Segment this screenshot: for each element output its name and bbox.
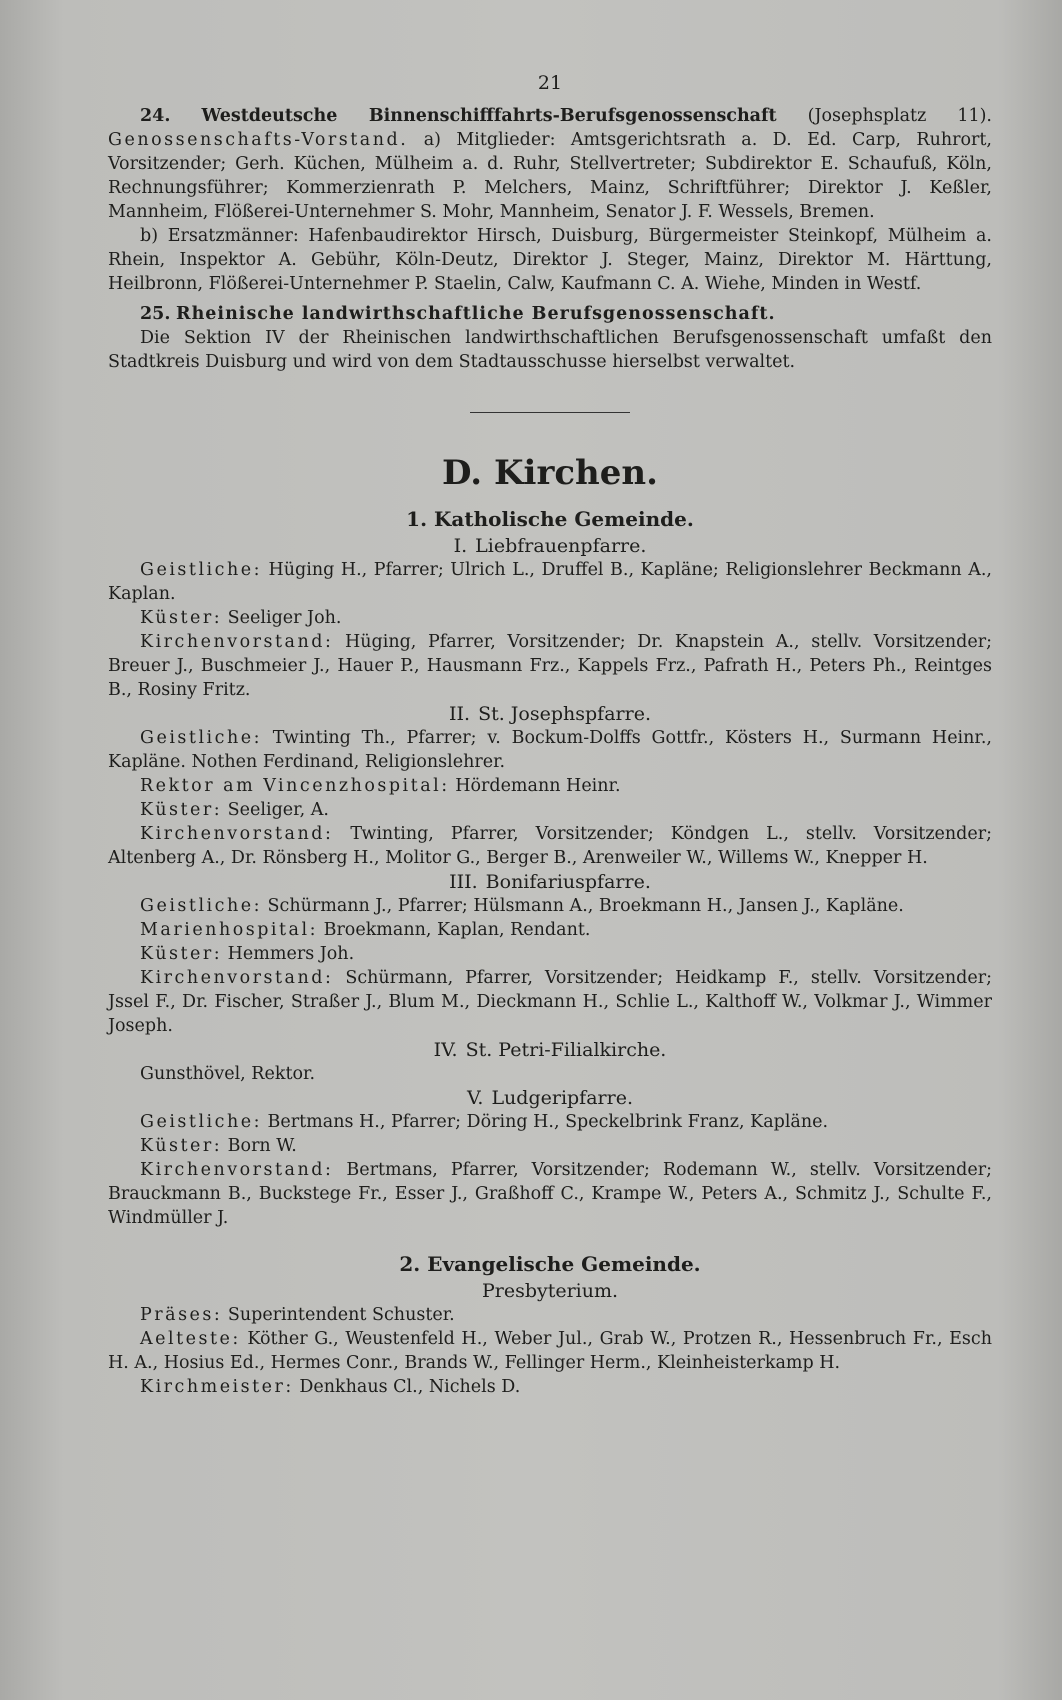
list-item (108, 966, 992, 1038)
entry-text: Hüging H., Pfarrer; Ulrich L., Druffel B., Kapläne; Religionslehrer Beckmann A., Kaplan. (108, 560, 992, 604)
section-24-header (108, 104, 992, 224)
entry-label: Rektor am Vincenzhospital: (140, 776, 450, 796)
page-number: 21 (537, 72, 563, 94)
entry-label: Geistliche: (140, 560, 262, 580)
entry-text: Hüging, Pfarrer, Vorsitzender; Dr. Knapstein A., stellv. Vorsitzender; Breuer J., Buschmeier J., Hauer P., Hausmann Frz., Kappels Frz., Pafrath H., Peters Ph., Reintges B., Rosiny Fritz. (108, 632, 992, 700)
entry-label: Geistliche: (140, 1112, 262, 1132)
parish-number: IV. (433, 1039, 458, 1061)
entry-text: Broekmann, Kaplan, Rendant. (323, 920, 591, 940)
parish-name: Bonifariuspfarre. (485, 871, 651, 893)
section-25-header (108, 302, 992, 326)
section-24-location: (Josephsplatz 11). (807, 106, 992, 126)
entry-label: Kirchenvorstand: (140, 1160, 334, 1180)
entry-label: Küster: (140, 944, 223, 964)
entry-label: Geistliche: (140, 728, 262, 748)
section-25-title: Rheinische landwirthschaftliche Berufsgenossenschaft. (176, 304, 776, 324)
entry-label: Präses: (140, 1305, 223, 1325)
entry-text: Hemmers Joh. (227, 944, 355, 964)
entry-label: Kirchenvorstand: (140, 824, 334, 844)
list-item (108, 1303, 992, 1327)
list-item (108, 606, 992, 630)
entry-label: Marienhospital: (140, 920, 318, 940)
entry-text: Bertmans, Pfarrer, Vorsitzender; Rodemann W., stellv. Vorsitzender; Brauckmann B., Buckstege Fr., Esser J., Graßhoff C., Krampe W., Peters A., Schmitz J., Schulte F., Windmüller J. (108, 1160, 992, 1228)
list-item (108, 1134, 992, 1158)
presbyterium-heading: Presbyterium. (481, 1280, 619, 1302)
section-25-text: Die Sektion IV der Rheinischen landwirthschaftlichen Berufsgenossenschaft umfaßt den Stadtkreis Duisburg und wird von dem Stadtausschusse hierselbst verwaltet. (108, 328, 992, 372)
list-item (108, 774, 992, 798)
parish-heading (108, 535, 992, 557)
list-item (108, 1327, 992, 1375)
parish-list (108, 535, 992, 1230)
section-divider (470, 412, 630, 413)
parish-name: Liebfrauenpfarre. (475, 535, 647, 557)
list-item (108, 1110, 992, 1134)
entry-label: Küster: (140, 608, 223, 628)
catholic-heading: 1. Katholische Gemeinde. (406, 507, 694, 531)
entry-text: Denkhaus Cl., Nichels D. (299, 1377, 521, 1397)
section-24-substitutes: b) Ersatzmänner: Hafenbaudirektor Hirsch, Duisburg, Bürgermeister Steinkopf, Mülheim a. Rhein, Inspektor A. Gebühr, Köln-Deutz, Direktor J. Steger, Mainz, Direktor M. Härttung, Heilbronn, Flößerei-Unternehmer P. Staelin, Calw, Kaufmann C. A. Wiehe, Minden in Westf. (108, 226, 992, 294)
parish-heading (108, 1039, 992, 1061)
list-item (108, 1062, 992, 1086)
parish-name: St. Josephspfarre. (478, 703, 651, 725)
presbyterium-list (108, 1303, 992, 1399)
entry-label: Küster: (140, 1136, 223, 1156)
section-25-number: 25. (140, 304, 171, 324)
list-item (108, 822, 992, 870)
parish-heading (108, 703, 992, 725)
entry-text: Hördemann Heinr. (455, 776, 621, 796)
entry-text: Seeliger Joh. (227, 608, 342, 628)
section-24-title: Westdeutsche Binnenschifffahrts-Berufsgenossenschaft (201, 106, 777, 126)
parish-number: I. (453, 535, 468, 557)
list-item (108, 558, 992, 606)
entry-text: Superintendent Schuster. (227, 1305, 455, 1325)
section-d-heading: D. Kirchen. (442, 453, 658, 493)
section-24-number: 24. (140, 106, 171, 126)
parish-name: Ludgeripfarre. (491, 1087, 633, 1109)
entry-text: Seeliger, A. (227, 800, 329, 820)
entry-label: Küster: (140, 800, 223, 820)
entry-text: Schürmann J., Pfarrer; Hülsmann A., Broekmann H., Jansen J., Kapläne. (267, 896, 904, 916)
entry-text: Born W. (227, 1136, 297, 1156)
list-item (108, 1158, 992, 1230)
entry-text: Gunsthövel, Rektor. (140, 1064, 316, 1084)
list-item (108, 798, 992, 822)
entry-label: Kirchenvorstand: (140, 632, 334, 652)
parish-name: St. Petri-Filialkirche. (465, 1039, 667, 1061)
entry-text: Schürmann, Pfarrer, Vorsitzender; Heidkamp F., stellv. Vorsitzender; Jssel F., Dr. Fischer, Straßer J., Blum M., Dieckmann H., Schlie L., Kalthoff W., Volkmar J., Wimmer Joseph. (108, 968, 992, 1036)
entry-text: Köther G., Weustenfeld H., Weber Jul., Grab W., Protzen R., Hessenbruch Fr., Esch H. A., Hosius Ed., Hermes Conr., Brands W., Fellinger Herm., Kleinheisterkamp H. (108, 1329, 992, 1373)
section-24-members: a) Mitglieder: Amtsgerichtsrath a. D. Ed. Carp, Ruhrort, Vorsitzender; Gerh. Küchen, Mülheim a. d. Ruhr, Stellvertreter; Subdirektor E. Schaufuß, Köln, Rechnungsführer; Kommerzienrath P. Melchers, Mainz, Schriftführer; Direktor J. Keßler, Mannheim, Flößerei-Unternehmer S. Mohr, Mannheim, Senator J. F. Wessels, Bremen. (108, 130, 992, 222)
parish-number: II. (449, 703, 471, 725)
entry-label: Kirchenvorstand: (140, 968, 334, 988)
list-item (108, 1375, 992, 1399)
entry-text: Bertmans H., Pfarrer; Döring H., Speckelbrink Franz, Kapläne. (267, 1112, 829, 1132)
section-24-vorstand-label: Genossenschafts-Vorstand. (108, 130, 409, 150)
list-item (108, 726, 992, 774)
parish-heading (108, 1087, 992, 1109)
list-item (108, 918, 992, 942)
parish-heading (108, 871, 992, 893)
list-item (108, 630, 992, 702)
parish-number: V. (466, 1087, 484, 1109)
list-item (108, 942, 992, 966)
entry-label: Geistliche: (140, 896, 262, 916)
parish-number: III. (449, 871, 478, 893)
entry-text: Twinting Th., Pfarrer; v. Bockum-Dolffs Gottfr., Kösters H., Surmann Heinr., Kapläne. Nothen Ferdinand, Religionslehrer. (108, 728, 992, 772)
entry-label: Aelteste: (140, 1329, 241, 1349)
entry-label: Kirchmeister: (140, 1377, 294, 1397)
list-item (108, 894, 992, 918)
protestant-heading: 2. Evangelische Gemeinde. (399, 1252, 701, 1276)
entry-text: Twinting, Pfarrer, Vorsitzender; Köndgen L., stellv. Vorsitzender; Altenberg A., Dr. Rönsberg H., Molitor G., Berger B., Arenweiler W., Willems W., Knepper H. (108, 824, 992, 868)
